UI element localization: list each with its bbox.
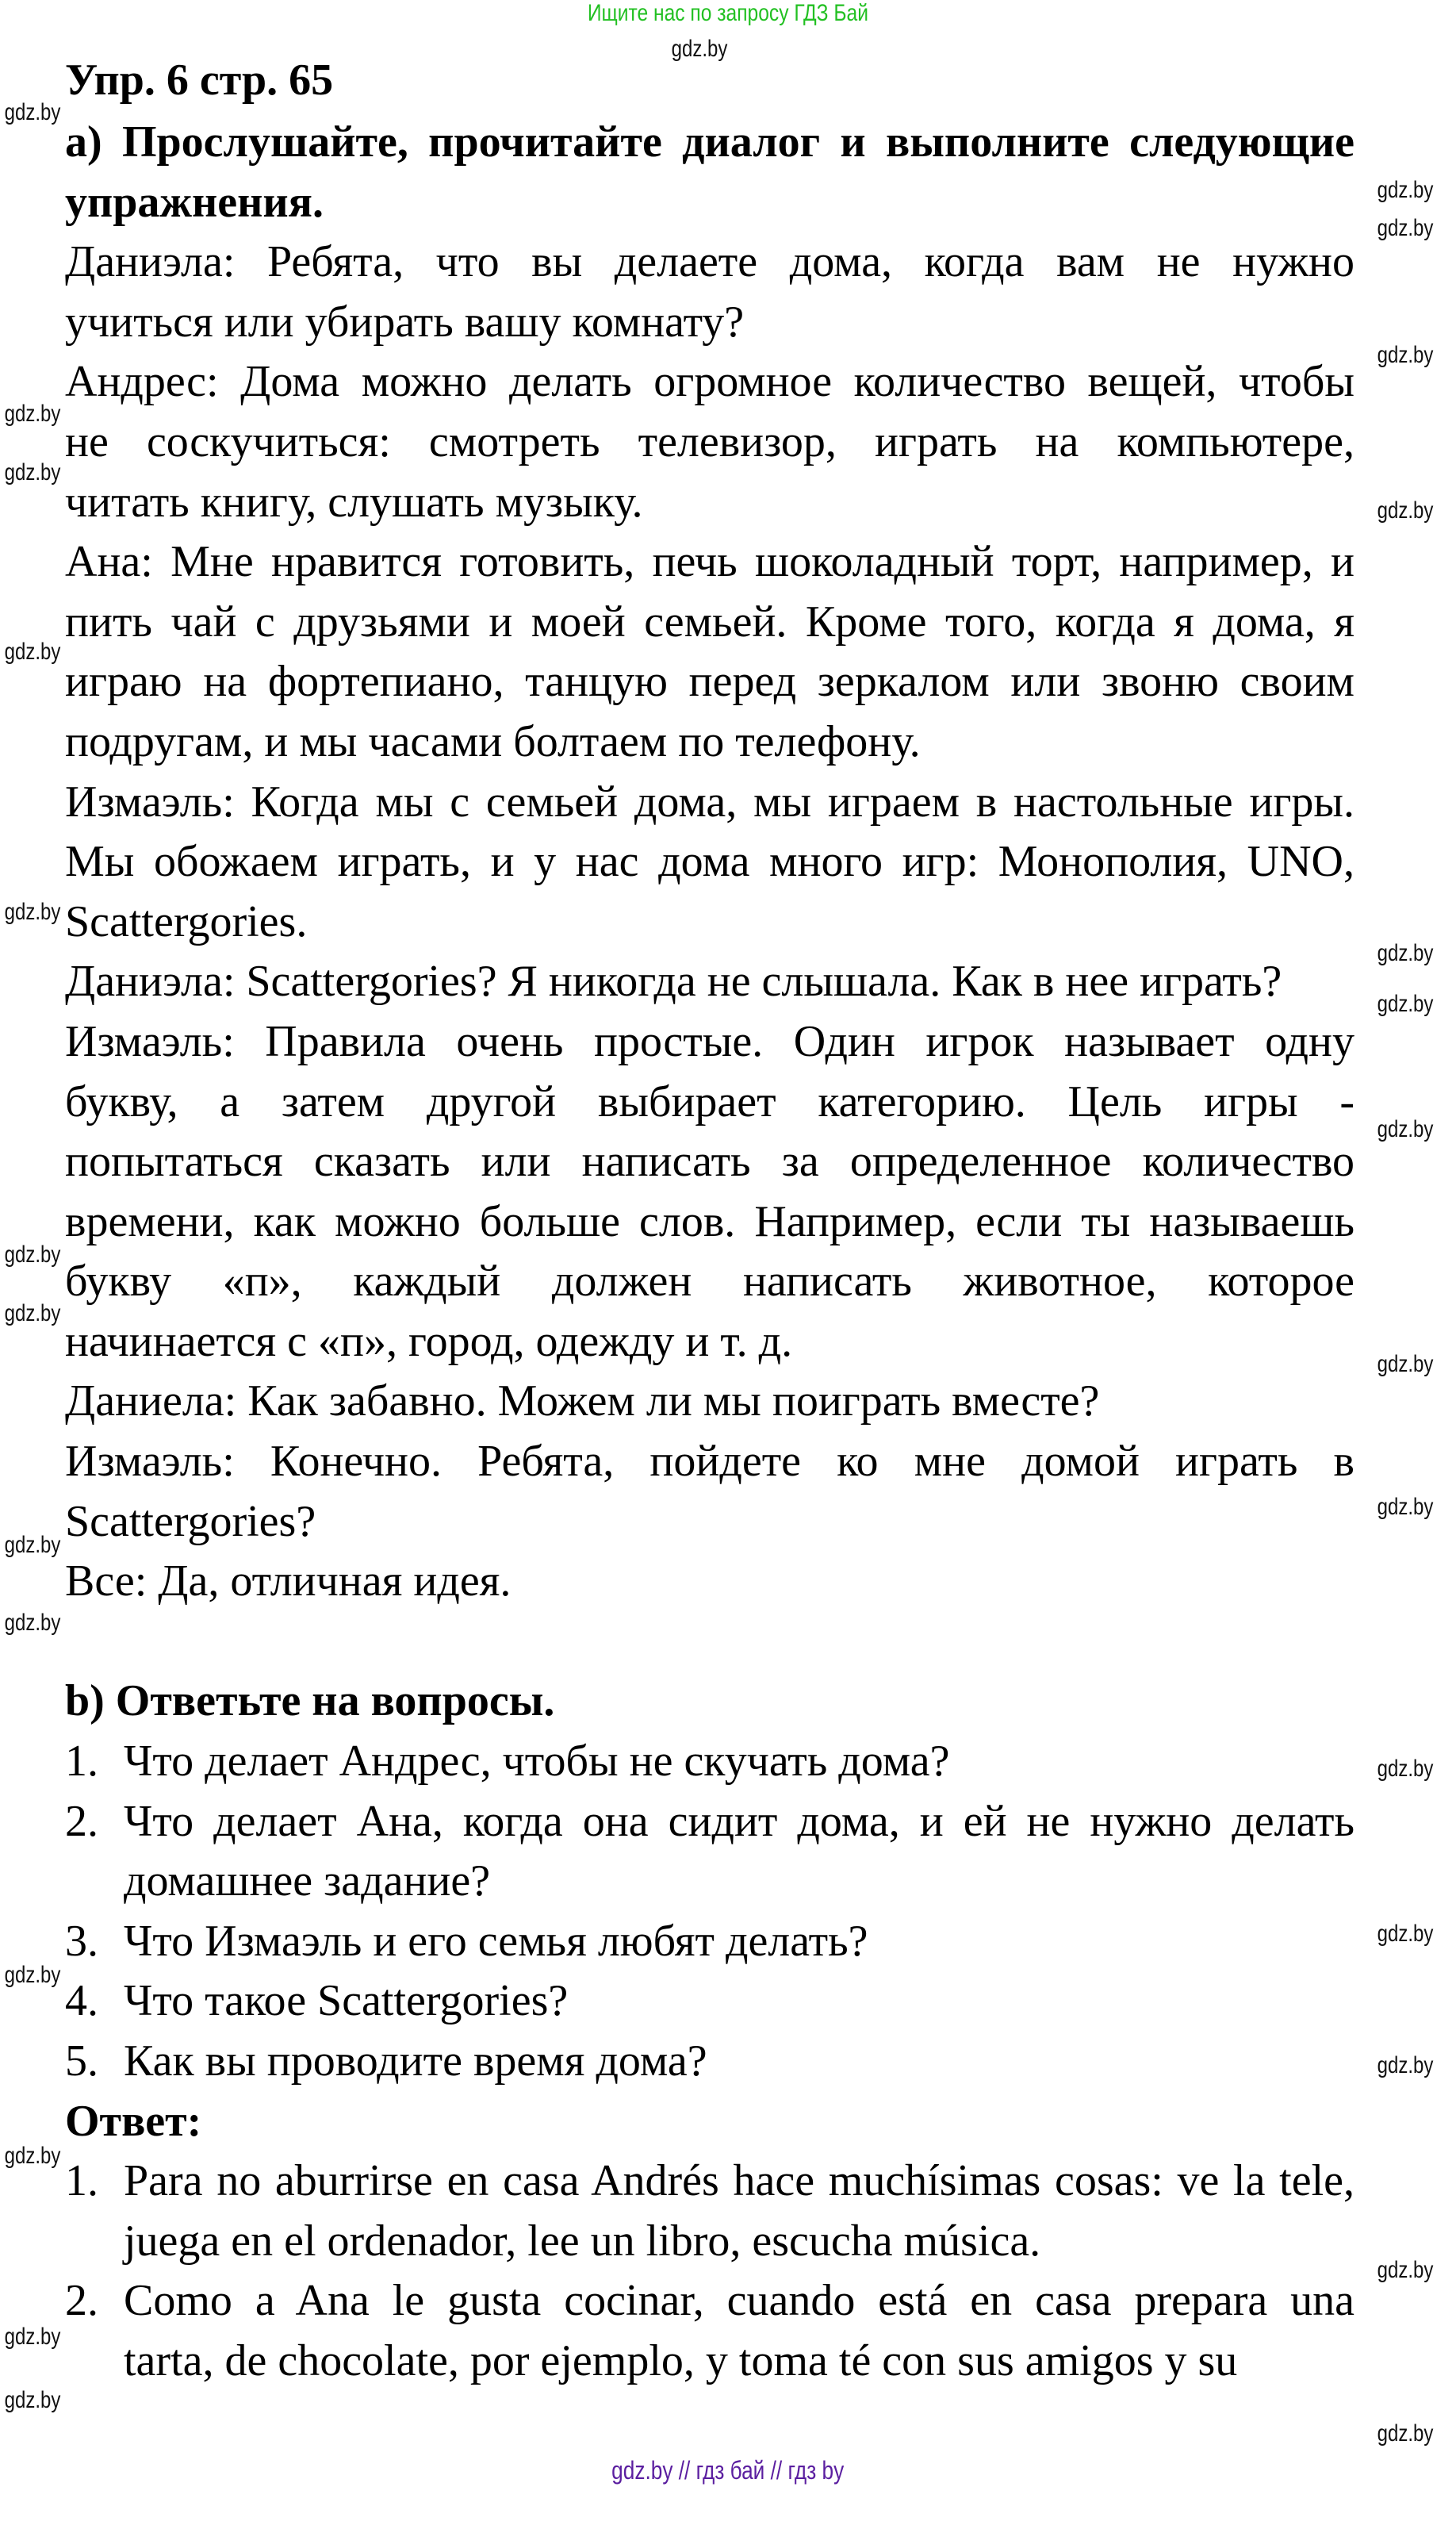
dialogue-paragraph bbox=[65, 773, 1354, 953]
dialogue-paragraph bbox=[65, 952, 1354, 1012]
section-heading bbox=[65, 1671, 1354, 1732]
watermark: gdz.by bbox=[1377, 177, 1434, 203]
watermark: gdz.by bbox=[1377, 1116, 1434, 1142]
item-number: 5. bbox=[65, 2036, 98, 2086]
item-number: 1. bbox=[65, 2156, 98, 2206]
section-heading bbox=[65, 2092, 1354, 2152]
text-line: Como a Ana le gusta cocinar, cuando está en casa prepara una bbox=[124, 2276, 1354, 2326]
text-line: подругам, и мы часами болтаем по телефону. bbox=[65, 716, 921, 766]
text-line: Scattergories? bbox=[65, 1496, 316, 1546]
text-line: Ана: Мне нравится готовить, печь шоколадный торт, например, и bbox=[65, 537, 1354, 587]
watermark: gdz.by bbox=[1377, 1494, 1434, 1520]
text-line: Что Измаэль и его семья любят делать? bbox=[124, 1916, 868, 1966]
text-line: не соскучиться: смотреть телевизор, играть на компьютере, bbox=[65, 416, 1354, 466]
text-line: Scattergories. bbox=[65, 896, 308, 946]
watermark: gdz.by bbox=[4, 1532, 61, 1558]
watermark: gdz.by bbox=[1377, 1756, 1434, 1782]
text-line: а) Прослушайте, прочитайте диалог и выполните следующие bbox=[65, 117, 1354, 167]
text-line: Измаэль: Когда мы с семьей дома, мы играем в настольные игры. bbox=[65, 777, 1354, 827]
watermark: gdz.by bbox=[4, 2324, 61, 2350]
dialogue-paragraph bbox=[65, 352, 1354, 532]
text-line: пить чай с друзьями и моей семьей. Кроме того, когда я дома, я bbox=[65, 597, 1354, 647]
text-line: времени, как можно больше слов. Например, если ты называешь bbox=[65, 1196, 1354, 1246]
text-line: Как вы проводите время дома? bbox=[124, 2036, 707, 2086]
text-line: Что такое Scattergories? bbox=[124, 1976, 569, 2026]
watermark: gdz.by bbox=[4, 899, 61, 925]
text-line: b) Ответьте на вопросы. bbox=[65, 1676, 555, 1726]
watermark: gdz.by bbox=[671, 36, 728, 62]
text-line: tarta, de chocolate, por ejemplo, y toma té con sus amigos y su bbox=[124, 2335, 1238, 2385]
watermark: gdz.by bbox=[1377, 940, 1434, 966]
item-text bbox=[124, 1732, 1354, 1792]
watermark: gdz.by bbox=[4, 99, 61, 125]
footer-text: gdz.by // гдз бай // гдз by bbox=[611, 2456, 845, 2485]
item-text bbox=[124, 2271, 1354, 2391]
text-line: Para no aburrirse en casa Andrés hace muchísimas cosas: ve la tele, bbox=[124, 2156, 1354, 2206]
watermark: gdz.by bbox=[1377, 1351, 1434, 1377]
item-text bbox=[124, 2032, 1354, 2092]
watermark: gdz.by bbox=[1377, 991, 1434, 1017]
list-item bbox=[65, 2151, 1354, 2271]
text-line: Что делает Ана, когда она сидит дома, и ей не нужно делать bbox=[124, 1796, 1354, 1846]
dialogue-paragraph bbox=[65, 532, 1354, 772]
text-line: Все: Да, отличная идея. bbox=[65, 1556, 512, 1606]
watermark: gdz.by bbox=[1377, 2420, 1434, 2447]
text-line: Измаэль: Правила очень простые. Один игрок называет одну bbox=[65, 1016, 1354, 1066]
spacer bbox=[65, 1612, 1354, 1672]
text-line: Измаэль: Конечно. Ребята, пойдете ко мне домой играть в bbox=[65, 1437, 1354, 1487]
text-line: букву «п», каждый должен написать животное, которое bbox=[65, 1257, 1354, 1307]
list-item bbox=[65, 1912, 1354, 1972]
text-line: упражнения. bbox=[65, 177, 324, 227]
item-text bbox=[124, 1912, 1354, 1972]
dialogue-paragraph bbox=[65, 1432, 1354, 1552]
item-number: 3. bbox=[65, 1916, 98, 1966]
item-text bbox=[124, 1792, 1354, 1912]
watermark: gdz.by bbox=[4, 1610, 61, 1636]
item-number: 1. bbox=[65, 1737, 98, 1787]
banner-text: Ищите нас по запросу ГДЗ Бай bbox=[587, 0, 869, 26]
item-number: 2. bbox=[65, 1796, 98, 1846]
watermark: gdz.by bbox=[1377, 215, 1434, 241]
page-title: Упр. 6 стр. 65 bbox=[65, 56, 334, 105]
footer-links bbox=[0, 2456, 1456, 2485]
watermark: gdz.by bbox=[4, 459, 61, 485]
list-item bbox=[65, 1732, 1354, 1792]
watermark: gdz.by bbox=[4, 1962, 61, 1988]
text-line: Мы обожаем играть, и у нас дома много игр: Монополия, UNO, bbox=[65, 837, 1354, 887]
exercise-content bbox=[65, 113, 1354, 2392]
text-line: попытаться сказать или написать за определенное количество bbox=[65, 1137, 1354, 1187]
watermark: gdz.by bbox=[1377, 497, 1434, 524]
watermark: gdz.by bbox=[1377, 342, 1434, 368]
list-item bbox=[65, 2032, 1354, 2092]
text-line: домашнее задание? bbox=[124, 1856, 491, 1906]
watermark: gdz.by bbox=[4, 639, 61, 665]
dialogue-paragraph bbox=[65, 1552, 1354, 1612]
item-number: 4. bbox=[65, 1976, 98, 2026]
text-line: Андрес: Дома можно делать огромное количество вещей, чтобы bbox=[65, 357, 1354, 407]
dialogue-paragraph bbox=[65, 1372, 1354, 1432]
list-item bbox=[65, 1792, 1354, 1912]
watermark: gdz.by bbox=[4, 1300, 61, 1326]
text-line: Даниела: Как забавно. Можем ли мы поиграть вместе? bbox=[65, 1376, 1100, 1426]
item-text bbox=[124, 1971, 1354, 2032]
text-line: букву, а затем другой выбирает категорию. Цель игры - bbox=[65, 1077, 1354, 1126]
dialogue-paragraph bbox=[65, 232, 1354, 352]
item-number: 2. bbox=[65, 2276, 98, 2326]
text-line: учиться или убирать вашу комнату? bbox=[65, 297, 745, 347]
text-line: начинается с «п», город, одежду и т. д. bbox=[65, 1316, 793, 1366]
watermark: gdz.by bbox=[4, 2387, 61, 2413]
section-heading bbox=[65, 113, 1354, 232]
text-line: Даниэла: Ребята, что вы делаете дома, когда вам не нужно bbox=[65, 237, 1354, 287]
watermark: gdz.by bbox=[4, 1242, 61, 1268]
text-line: juega en el ordenador, lee un libro, escucha música. bbox=[124, 2216, 1041, 2266]
watermark: gdz.by bbox=[4, 401, 61, 427]
item-text bbox=[124, 2151, 1354, 2271]
list-item bbox=[65, 2271, 1354, 2391]
text-line: играю на фортепиано, танцую перед зеркалом или звоню своим bbox=[65, 657, 1354, 707]
watermark: gdz.by bbox=[4, 2143, 61, 2169]
text-line: Что делает Андрес, чтобы не скучать дома? bbox=[124, 1737, 950, 1787]
watermark: gdz.by bbox=[1377, 1921, 1434, 1947]
text-line: читать книгу, слушать музыку. bbox=[65, 477, 643, 527]
text-line: Даниэла: Scattergories? Я никогда не слышала. Как в нее играть? bbox=[65, 957, 1282, 1007]
search-banner bbox=[0, 0, 1456, 27]
dialogue-paragraph bbox=[65, 1012, 1354, 1372]
text-line: Ответ: bbox=[65, 2096, 202, 2146]
watermark: gdz.by bbox=[1377, 2052, 1434, 2078]
list-item bbox=[65, 1971, 1354, 2032]
watermark: gdz.by bbox=[1377, 2257, 1434, 2283]
